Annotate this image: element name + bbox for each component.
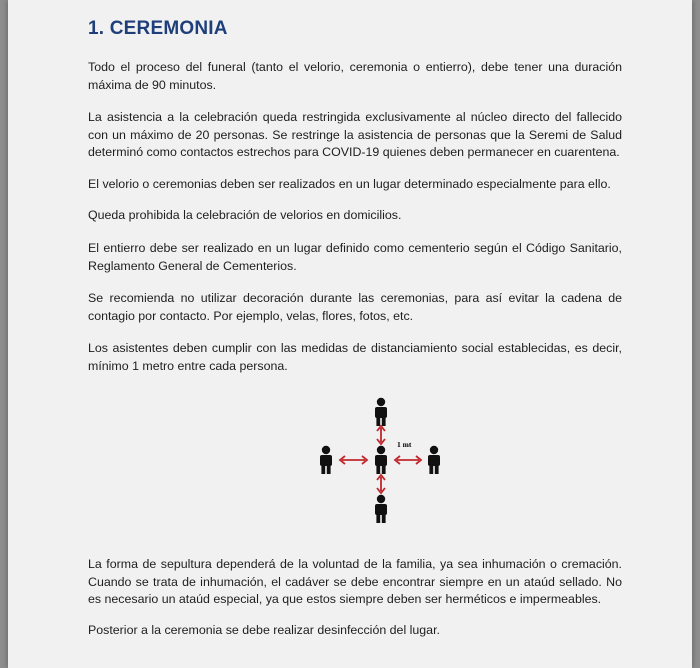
arrow-horizontal-right-icon — [395, 456, 421, 464]
paragraph-cemetery: El entierro debe ser realizado en un lugar definido como cementerio según el Código Sanitario, Reglamento General de Cementerios. — [88, 241, 622, 273]
paragraph-attendance: La asistencia a la celebración queda restringida exclusivamente al núcleo directo del fallecido con un máximo de 20 personas. Se restringe la asistencia de personas que la Seremi de Salud determinó como contactos estrechos para COVID-19 quienes deben permanecer en cuarentena. — [88, 110, 622, 159]
paragraph-distancing: Los asistentes deben cumplir con las medidas de distanciamiento social establecidas, es decir, mínimo 1 metro entre cada persona. — [88, 341, 622, 373]
paragraph-home-prohibition: Queda prohibida la celebración de velorios en domicilios. — [88, 208, 402, 222]
person-right-icon — [428, 446, 440, 474]
distance-label: 1 mt — [397, 440, 412, 449]
section-title: 1. CEREMONIA — [88, 18, 228, 39]
paragraph-burial-type: La forma de sepultura dependerá de la voluntad de la familia, ya sea inhumación o cremación. Cuando se trata de inhumación, el cadáver se debe encontrar siempre en un ataúd sellado. No es necesario un ataúd especial, ya que estos siempre deben ser herméticos e impermeables. — [88, 557, 622, 606]
person-bottom-icon — [375, 495, 387, 523]
paragraph-disinfection: Posterior a la ceremonia se debe realizar desinfección del lugar. — [88, 623, 440, 637]
paragraph-duration: Todo el proceso del funeral (tanto el velorio, ceremonia o entierro), debe tener una duración máxima de 90 minutos. — [88, 60, 622, 92]
person-left-icon — [320, 446, 332, 474]
paragraph-location: El velorio o ceremonias deben ser realizados en un lugar determinado especialmente para ello. — [88, 177, 611, 191]
arrow-vertical-bottom-icon — [377, 475, 385, 493]
arrow-vertical-top-icon — [377, 426, 385, 444]
person-center-icon — [375, 446, 387, 474]
arrow-horizontal-left-icon — [340, 456, 367, 464]
person-top-icon — [375, 398, 387, 426]
document-page — [8, 0, 692, 668]
social-distance-diagram — [298, 395, 458, 535]
paragraph-decoration: Se recomienda no utilizar decoración durante las ceremonias, para así evitar la cadena de contagio por contacto. Por ejemplo, velas, flores, fotos, etc. — [88, 291, 622, 323]
